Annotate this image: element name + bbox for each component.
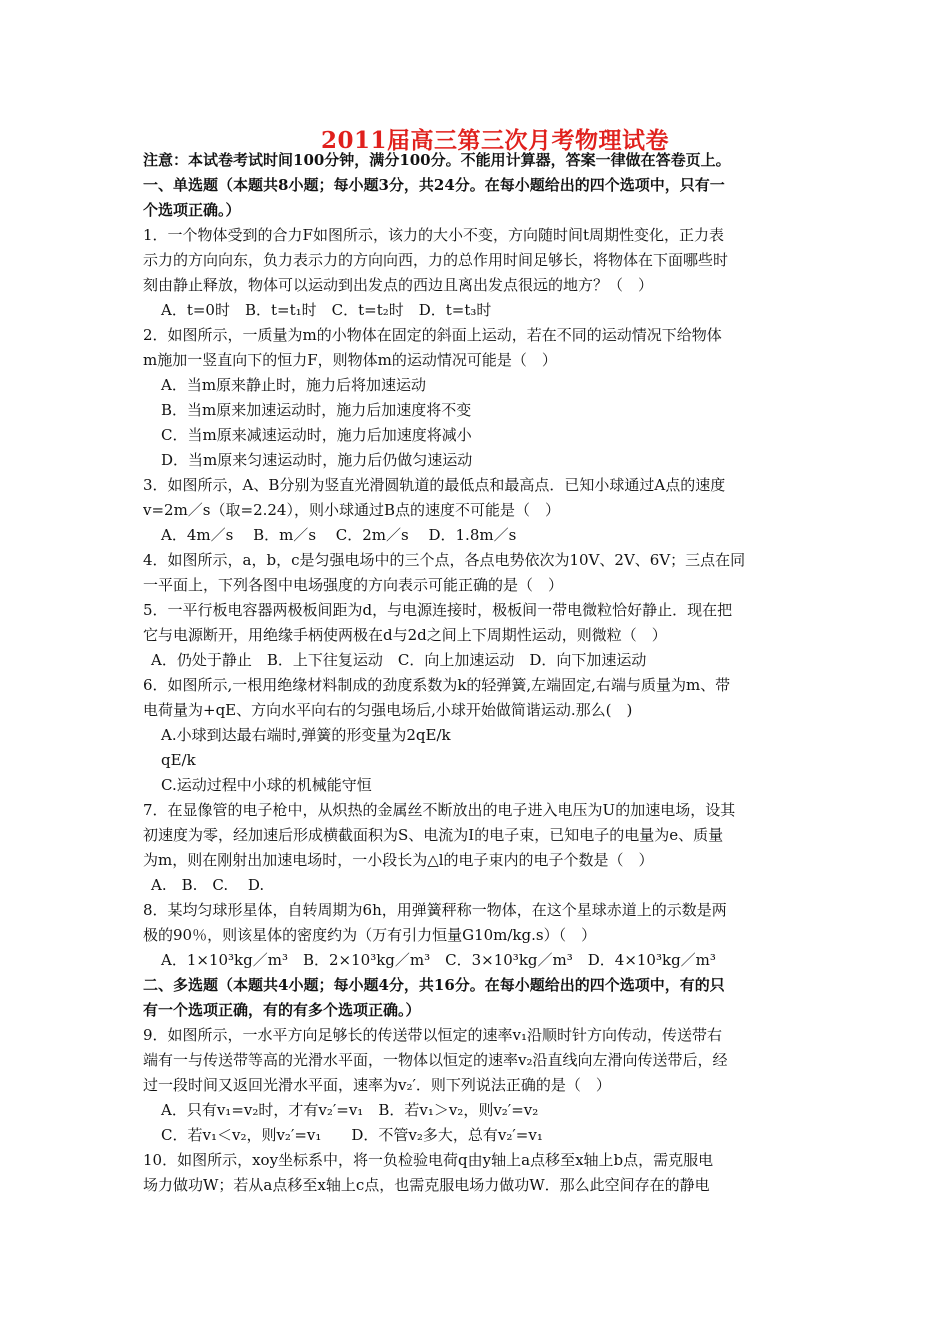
text-line: 一平面上，下列各图中电场强度的方向表示可能正确的是（ ）	[143, 576, 564, 594]
text-line: 10．如图所示，xoy坐标系中，将一负检验电荷q由y轴上a点移至x轴上b点，需克服电	[143, 1151, 714, 1169]
text-line: A.小球到达最右端时,弹簧的形变量为2qE/k	[161, 726, 451, 744]
document-body	[143, 148, 813, 1198]
text-line: C.运动过程中小球的机械能守恒	[161, 776, 372, 794]
text-line: 2．如图所示，一质量为m的小物体在固定的斜面上运动，若在不同的运动情况下给物体	[143, 326, 722, 344]
text-line: 9．如图所示，一水平方向足够长的传送带以恒定的速率v₁沿顺时针方向传动，传送带右	[143, 1026, 723, 1044]
text-line: A. B. C. D.	[151, 876, 265, 894]
text-line: 场力做功W；若从a点移至x轴上c点，也需克服电场力做功W．那么此空间存在的静电	[143, 1176, 710, 1194]
text-line: C．若v₁＜v₂，则v₂′=v₁ D．不管v₂多大，总有v₂′=v₁	[161, 1126, 543, 1144]
text-line: B．当m原来加速运动时，施力后加速度将不变	[161, 401, 472, 419]
text-line: 它与电源断开，用绝缘手柄使两极在d与2d之间上下周期性运动，则微粒（ ）	[143, 626, 667, 644]
text-line: 初速度为零，经加速后形成横截面积为S、电流为I的电子束，已知电子的电量为e、质量	[143, 826, 724, 844]
text-line: 4．如图所示，a，b，c是匀强电场中的三个点，各点电势依次为10V、2V、6V；三点在同	[143, 551, 746, 569]
text-line: qE/k	[161, 751, 196, 769]
text-line: 为m，则在刚射出加速电场时，一小段长为△l的电子束内的电子个数是（ ）	[143, 851, 654, 869]
text-line: A．只有v₁=v₂时，才有v₂′=v₁ B．若v₁＞v₂，则v₂′=v₂	[161, 1101, 539, 1119]
text-line: 7．在显像管的电子枪中，从炽热的金属丝不断放出的电子进入电压为U的加速电场，设其	[143, 801, 736, 819]
text-line: 6．如图所示,一根用绝缘材料制成的劲度系数为k的轻弹簧,左端固定,右端与质量为m、带	[143, 676, 731, 694]
text-line: A．4m／s B．m／s C．2m／s D．1.8m／s	[161, 526, 517, 544]
section-heading-line: 一、单选题（本题共8小题；每小题3分，共24分。在每小题给出的四个选项中，只有一	[143, 176, 725, 194]
text-line: C．当m原来减速运动时，施力后加速度将减小	[161, 426, 472, 444]
text-line: 1．一个物体受到的合力F如图所示，该力的大小不变，方向随时间t周期性变化，正力表	[143, 226, 724, 244]
text-line: v=2m／s（取=2.24），则小球通过B点的速度不可能是（ ）	[143, 501, 560, 519]
text-line: 刻由静止释放，物体可以运动到出发点的西边且离出发点很远的地方？（ ）	[143, 276, 654, 294]
text-line: 极的90％，则该星体的密度约为（万有引力恒量G10m/kg.s）（ ）	[143, 926, 597, 944]
section-heading-line: 二、多选题（本题共4小题；每小题4分，共16分。在每小题给出的四个选项中，有的只	[143, 976, 725, 994]
text-line: A．1×10³kg／m³ B．2×10³kg／m³ C．3×10³kg／m³ D．4×10³kg／m³	[161, 951, 716, 969]
section-heading-line: 有一个选项正确，有的有多个选项正确。）	[143, 1001, 421, 1019]
text-line: 端有一与传送带等高的光滑水平面，一物体以恒定的速率v₂沿直线向左滑向传送带后，经	[143, 1051, 728, 1069]
section-heading-line: 注意：本试卷考试时间100分钟，满分100分。不能用计算器，答案一律做在答卷页上。	[143, 151, 731, 169]
text-line: 过一段时间又返回光滑水平面，速率为v₂′．则下列说法正确的是（ ）	[143, 1076, 611, 1094]
text-line: D．当m原来匀速运动时，施力后仍做匀速运动	[161, 451, 473, 469]
document-title: 2011届高三第三次月考物理试卷	[320, 127, 669, 154]
text-line: 示力的方向向东，负力表示力的方向向西，力的总作用时间足够长，将物体在下面哪些时	[143, 251, 729, 269]
text-line: A．仍处于静止 B．上下往复运动 C．向上加速运动 D．向下加速运动	[151, 651, 647, 669]
text-line: A．当m原来静止时，施力后将加速运动	[161, 376, 427, 394]
text-line: m施加一竖直向下的恒力F，则物体m的运动情况可能是（ ）	[143, 351, 557, 369]
text-line: 5．一平行板电容器两极板间距为d，与电源连接时，极板间一带电微粒恰好静止．现在把	[143, 601, 733, 619]
section-heading-line: 个选项正确。）	[143, 201, 241, 219]
text-line: 8．某均匀球形星体，自转周期为6h，用弹簧秤称一物体，在这个星球赤道上的示数是两	[143, 901, 727, 919]
text-line: 电荷量为+qE、方向水平向右的匀强电场后,小球开始做简谐运动.那么( )	[143, 701, 633, 719]
text-line: A．t=0时 B．t=t₁时 C．t=t₂时 D．t=t₃时	[161, 301, 492, 319]
text-line: 3．如图所示，A、B分别为竖直光滑圆轨道的最低点和最高点．已知小球通过A点的速度	[143, 476, 726, 494]
